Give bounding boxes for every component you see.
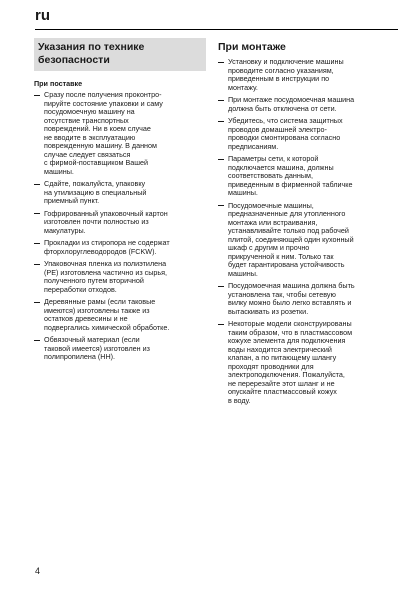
dash-bullet-icon	[218, 324, 224, 325]
list-item: Параметры сети, к которой подключается машина, должны соответствовать данным, приведенным в фирменной табличке машины.	[218, 155, 392, 198]
dash-bullet-icon	[218, 100, 224, 101]
dash-bullet-icon	[34, 213, 40, 214]
installation-section-title: При монтаже	[218, 41, 286, 53]
list-item: Убедитесь, что система защитных проводов домашней электро- проводки смонтирована согласно предписаниям.	[218, 117, 392, 151]
dash-bullet-icon	[218, 159, 224, 160]
header-rule	[35, 29, 398, 30]
list-item: При монтаже посудомоечная машина должна быть отключена от сети.	[218, 96, 392, 113]
dash-bullet-icon	[218, 286, 224, 287]
delivery-list	[34, 91, 206, 362]
dash-bullet-icon	[34, 243, 40, 244]
list-item: Установку и подключение машины проводите согласно указаниям, приведенным в инструкции по монтажу.	[218, 58, 392, 92]
dash-bullet-icon	[34, 184, 40, 185]
list-item: Сдайте, пожалуйста, упаковку на утилизацию в специальный приемный пункт.	[34, 180, 206, 206]
list-item: Обвязочный материал (если таковой имеется) изготовлен из полипропилена (НН).	[34, 336, 206, 362]
list-item: Деревянные рамы (если таковые имеются) изготовлены также из остатков древесины и не подвергались химической обработке.	[34, 298, 206, 332]
dash-bullet-icon	[218, 62, 224, 63]
dash-bullet-icon	[34, 264, 40, 265]
list-item: Упаковочная пленка из полиэтилена (РЕ) изготовлена частично из сырья, полученного путем вторичной переработки отходов.	[34, 260, 206, 294]
list-item: Сразу после получения проконтро- пируйте состояние упаковки и саму посудомоечную машину на отсутствие транспортных повреждений. Ни в коем случае не вводите в эксплуатацию поврежденную машину. В данном случае следует связаться с фирмой-поставщиком Вашей машины.	[34, 91, 206, 176]
dash-bullet-icon	[218, 121, 224, 122]
list-item: Некоторые модели сконструированы таким образом, что в пластмассовом кожухе элемента для подключения воды находится электрический клапан, а по питающему шлангу проходят проводники для электроподключения. Пожалуйста, не перерезайте этот шланг и не опускайте пластмассовый кожух в воду.	[218, 320, 392, 405]
page-number: 4	[35, 566, 41, 576]
dash-bullet-icon	[34, 95, 40, 96]
installation-column	[218, 38, 392, 409]
language-code: ru	[35, 7, 50, 24]
dash-bullet-icon	[34, 302, 40, 303]
list-item: Посудомоечные машины, предназначенные для утопленного монтажа или встраивания, устанавливайте только под рабочей плитой, соединяющей один кухонный шкаф с другим и прочно прикрученной к ним. Только так будет гарантирована устойчивость машины.	[218, 202, 392, 279]
dash-bullet-icon	[218, 205, 224, 206]
delivery-subheading: При поставке	[34, 79, 83, 88]
safety-column	[34, 38, 206, 366]
list-item: Прокладки из стиропора не содержат фторхлоруглеводородов (FCKW).	[34, 239, 206, 256]
safety-section-title: Указания по технике безопасности	[34, 38, 206, 71]
list-item: Посудомоечная машина должна быть установлена так, чтобы сетевую вилку можно было легко вставлять и вытаскивать из розетки.	[218, 282, 392, 316]
list-item: Гофрированный упаковочный картон изготовлен почти полностью из макулатуры.	[34, 210, 206, 236]
installation-list	[218, 58, 392, 405]
dash-bullet-icon	[34, 340, 40, 341]
